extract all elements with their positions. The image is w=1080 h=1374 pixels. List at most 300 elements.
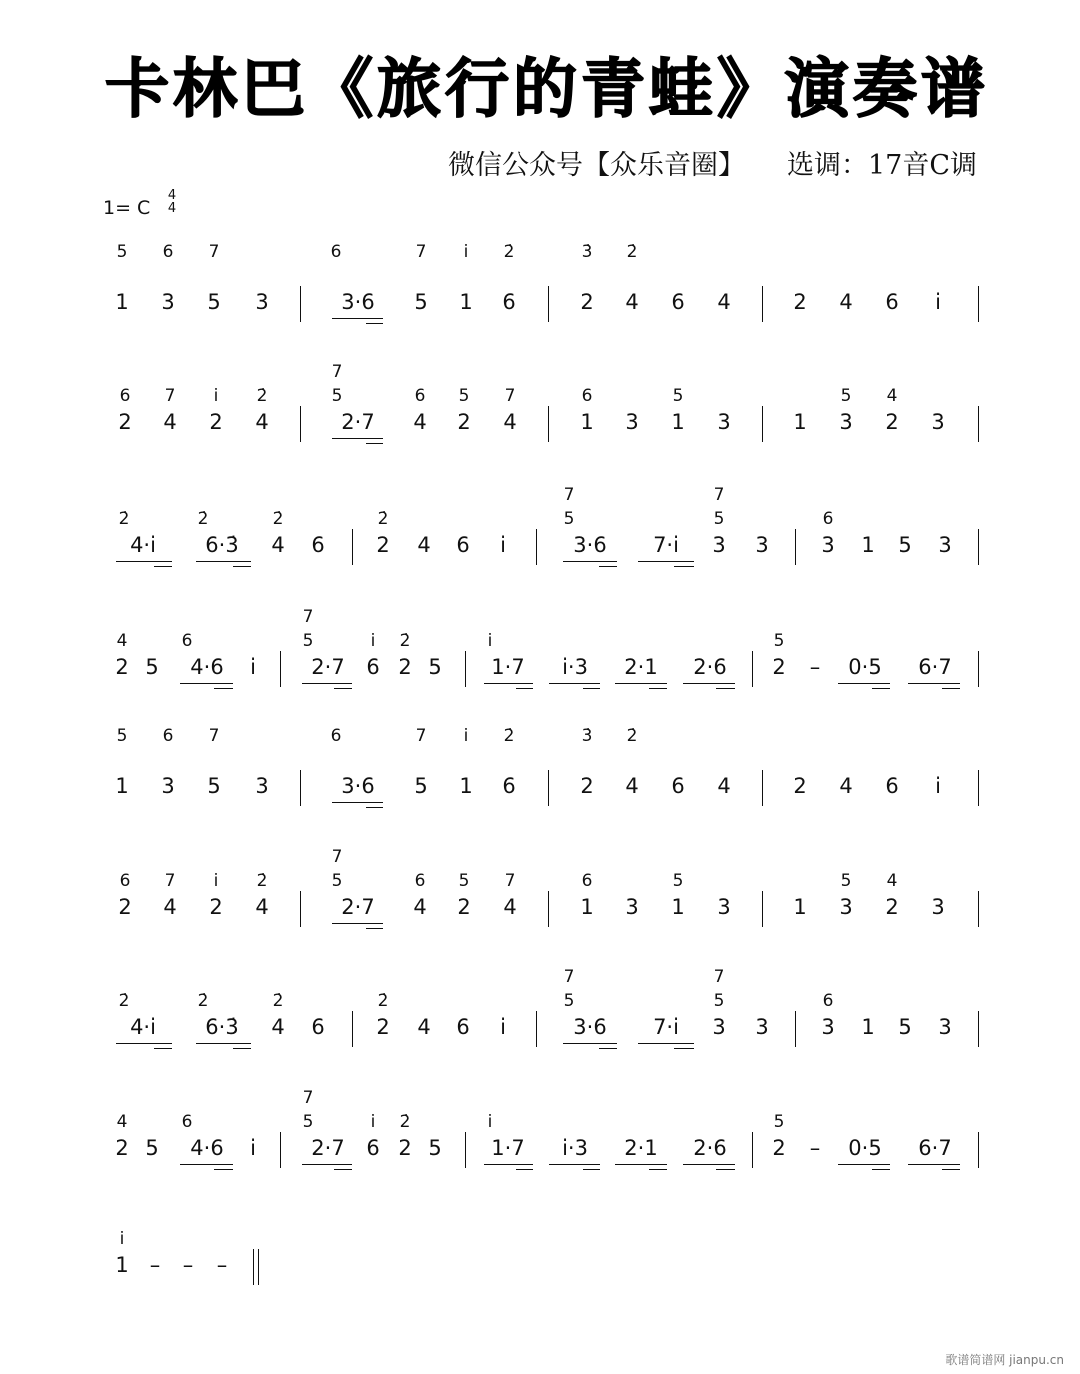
- upper-note: 6: [330, 242, 342, 262]
- lower-note: 6·3̇: [205, 533, 239, 557]
- lower-note: 6: [502, 290, 516, 314]
- beam-underline: [838, 1164, 890, 1165]
- barline: [762, 770, 763, 806]
- beam-underline: [332, 802, 383, 803]
- lower-note: 1: [861, 533, 875, 557]
- lower-note: 3: [938, 1015, 952, 1039]
- upper-note: 2̇: [377, 991, 389, 1011]
- lower-note: 2: [118, 410, 132, 434]
- beam-underline: [674, 1048, 694, 1049]
- lower-note: 4·6: [190, 655, 224, 679]
- lower-note: 2·6: [693, 1136, 727, 1160]
- lower-note: i·3: [562, 655, 588, 679]
- beam-underline: [583, 688, 600, 689]
- lower-note: 1: [671, 410, 685, 434]
- upper-note: 4: [886, 871, 898, 891]
- upper-note: 7: [331, 847, 343, 867]
- upper-note: 3̇: [581, 242, 593, 262]
- upper-note: 6: [119, 871, 131, 891]
- lower-note: 6: [366, 1136, 380, 1160]
- beam-underline: [599, 1048, 617, 1049]
- barline: [536, 529, 537, 565]
- barline: [548, 891, 549, 927]
- beam-underline: [196, 561, 251, 562]
- lower-note: 2: [580, 774, 594, 798]
- beam-underline: [638, 1043, 694, 1044]
- upper-note: 6: [414, 386, 426, 406]
- upper-note: 6: [181, 1112, 193, 1132]
- barline: [465, 1132, 466, 1168]
- beam-underline: [615, 1164, 667, 1165]
- lower-note: 2: [118, 895, 132, 919]
- lower-note: 6: [456, 1015, 470, 1039]
- watermark: 歌谱简谱网 jianpu.cn: [945, 1353, 1064, 1367]
- lower-note: 6: [671, 290, 685, 314]
- lower-note: 5: [207, 774, 221, 798]
- upper-note: 5: [116, 726, 128, 746]
- lower-note: 1: [115, 774, 129, 798]
- upper-note: 6: [330, 726, 342, 746]
- lower-note: –: [809, 1136, 821, 1160]
- beam-underline: [516, 1169, 533, 1170]
- lower-note: 4: [625, 290, 639, 314]
- lower-note: 2·1: [624, 655, 658, 679]
- upper-note: 7: [302, 1088, 314, 1108]
- beam-underline: [366, 443, 383, 444]
- lower-note: i: [250, 1136, 256, 1160]
- upper-note: 5: [458, 871, 470, 891]
- lower-note: 3: [255, 290, 269, 314]
- lower-note: 1: [793, 410, 807, 434]
- upper-note: 6: [581, 386, 593, 406]
- upper-note: 5: [773, 1112, 785, 1132]
- upper-note: 4: [886, 386, 898, 406]
- lower-note: 2: [457, 410, 471, 434]
- lower-note: 1: [459, 774, 473, 798]
- lower-note: 4: [503, 410, 517, 434]
- barline: [752, 651, 753, 687]
- barline: [465, 651, 466, 687]
- barline: [352, 1011, 353, 1047]
- upper-note: 6: [414, 871, 426, 891]
- beam-underline: [615, 683, 667, 684]
- upper-note: 7: [415, 726, 427, 746]
- lower-note: 4: [271, 533, 285, 557]
- beam-underline: [334, 688, 352, 689]
- beam-underline: [549, 1164, 600, 1165]
- lower-note: 2: [115, 1136, 129, 1160]
- lower-note: 0·5: [848, 655, 882, 679]
- score-row: [0, 475, 1080, 595]
- upper-note: 7: [208, 726, 220, 746]
- upper-note: 3̇: [581, 726, 593, 746]
- lower-note: 2·7: [311, 1136, 345, 1160]
- score-row: [0, 1195, 1080, 1315]
- score-row: [0, 352, 1080, 472]
- upper-note: 5: [713, 991, 725, 1011]
- beam-underline: [334, 1169, 352, 1170]
- beam-underline: [872, 1169, 890, 1170]
- upper-note: 5: [331, 871, 343, 891]
- upper-note: 5: [840, 871, 852, 891]
- lower-note: 4: [413, 410, 427, 434]
- key-signature: [103, 188, 177, 219]
- lower-note: 3: [821, 1015, 835, 1039]
- lower-note: 4: [717, 290, 731, 314]
- upper-note: 5: [331, 386, 343, 406]
- upper-note: 2̇: [626, 726, 638, 746]
- upper-note: 6: [822, 509, 834, 529]
- upper-note: 7: [504, 386, 516, 406]
- upper-note: 2̇: [272, 991, 284, 1011]
- upper-note: 5: [773, 631, 785, 651]
- beam-underline: [599, 566, 617, 567]
- upper-note: 7: [164, 871, 176, 891]
- lower-note: 4: [413, 895, 427, 919]
- lower-note: 4: [717, 774, 731, 798]
- lower-note: 4: [417, 1015, 431, 1039]
- lower-note: 3·6: [341, 774, 375, 798]
- lower-note: 6·7: [918, 1136, 952, 1160]
- lower-note: 3: [755, 1015, 769, 1039]
- lower-note: 2·7: [341, 895, 375, 919]
- lower-note: 2: [115, 655, 129, 679]
- lower-note: 3: [938, 533, 952, 557]
- beam-underline: [196, 1043, 251, 1044]
- lower-note: 3: [717, 410, 731, 434]
- lower-note: 2: [772, 1136, 786, 1160]
- lower-note: 4: [839, 290, 853, 314]
- lower-note: 6: [311, 533, 325, 557]
- lower-note: i: [935, 290, 941, 314]
- upper-note: 4: [116, 631, 128, 651]
- beam-underline: [549, 683, 600, 684]
- lower-note: 5: [898, 1015, 912, 1039]
- upper-note: i: [463, 726, 469, 746]
- barline: [300, 891, 301, 927]
- beam-underline: [302, 1164, 352, 1165]
- beam-underline: [649, 688, 667, 689]
- barline: [548, 406, 549, 442]
- lower-note: 5: [145, 655, 159, 679]
- barline: [762, 286, 763, 322]
- lower-note: 5: [207, 290, 221, 314]
- lower-note: 3: [255, 774, 269, 798]
- lower-note: 2: [209, 410, 223, 434]
- score-row: [0, 597, 1080, 717]
- beam-underline: [214, 1169, 233, 1170]
- lower-note: 3: [717, 895, 731, 919]
- barline: [795, 529, 796, 565]
- beam-underline: [302, 683, 352, 684]
- upper-note: 5: [563, 509, 575, 529]
- lower-note: i·3: [562, 1136, 588, 1160]
- upper-note: 6: [162, 242, 174, 262]
- upper-note: 5: [116, 242, 128, 262]
- upper-note: 7: [563, 485, 575, 505]
- beam-underline: [583, 1169, 600, 1170]
- lower-note: i: [935, 774, 941, 798]
- beam-underline: [233, 1048, 251, 1049]
- beam-underline: [154, 566, 172, 567]
- lower-note: 3: [931, 410, 945, 434]
- barline: [978, 770, 979, 806]
- lower-note: i: [250, 655, 256, 679]
- upper-note: 7: [713, 967, 725, 987]
- beam-underline: [674, 566, 694, 567]
- lower-note: 5: [428, 655, 442, 679]
- beam-underline: [716, 688, 735, 689]
- lower-note: 4·i: [130, 533, 156, 557]
- lower-note: –: [149, 1253, 161, 1277]
- barline: [978, 286, 979, 322]
- score-row: [0, 957, 1080, 1077]
- upper-note: 7: [713, 485, 725, 505]
- lower-note: 1: [793, 895, 807, 919]
- lower-note: 0·5: [848, 1136, 882, 1160]
- lower-note: 4: [255, 410, 269, 434]
- barline: [300, 770, 301, 806]
- lower-note: 3: [839, 410, 853, 434]
- lower-note: 1·7: [491, 1136, 525, 1160]
- lower-note: 2·7: [341, 410, 375, 434]
- beam-underline: [872, 688, 890, 689]
- lower-note: 5: [145, 1136, 159, 1160]
- beam-underline: [563, 561, 617, 562]
- upper-note: 6: [181, 631, 193, 651]
- lower-note: 2: [457, 895, 471, 919]
- lower-note: 1: [861, 1015, 875, 1039]
- beam-underline: [366, 323, 383, 324]
- lower-note: 4: [625, 774, 639, 798]
- upper-note: 2̇: [197, 509, 209, 529]
- score-row: [0, 232, 1080, 352]
- upper-note: 6: [581, 871, 593, 891]
- lower-note: 6: [366, 655, 380, 679]
- key-choice-label: 选调：17音C调: [787, 150, 978, 181]
- lower-note: 3: [712, 1015, 726, 1039]
- beam-underline: [154, 1048, 172, 1049]
- upper-note: i: [487, 1112, 493, 1132]
- beam-underline: [649, 1169, 667, 1170]
- lower-note: 2: [772, 655, 786, 679]
- barline: [300, 286, 301, 322]
- beam-underline: [116, 1043, 172, 1044]
- upper-note: 2̇: [503, 242, 515, 262]
- beam-underline: [484, 683, 533, 684]
- upper-note: 5: [563, 991, 575, 1011]
- upper-note: 6: [119, 386, 131, 406]
- beam-underline: [942, 688, 960, 689]
- upper-note: 5: [302, 631, 314, 651]
- beam-underline: [233, 566, 251, 567]
- lower-note: 1: [115, 1253, 129, 1277]
- upper-note: 2̇: [272, 509, 284, 529]
- lower-note: 3: [931, 895, 945, 919]
- upper-note: 2̇: [626, 242, 638, 262]
- lower-note: 3·6: [341, 290, 375, 314]
- source-label: 微信公众号【众乐音圈】: [448, 150, 745, 181]
- upper-note: 7: [331, 362, 343, 382]
- upper-note: 5: [713, 509, 725, 529]
- final-barline: [253, 1249, 259, 1285]
- lower-note: 4·6: [190, 1136, 224, 1160]
- barline: [762, 891, 763, 927]
- upper-note: i: [119, 1229, 125, 1249]
- lower-note: 6: [885, 774, 899, 798]
- beam-underline: [838, 683, 890, 684]
- lower-note: 1: [580, 895, 594, 919]
- lower-note: –: [182, 1253, 194, 1277]
- lower-note: 1: [671, 895, 685, 919]
- lower-note: 4: [255, 895, 269, 919]
- lower-note: 3: [161, 290, 175, 314]
- lower-note: 6: [885, 290, 899, 314]
- lower-note: 5: [898, 533, 912, 557]
- barline: [762, 406, 763, 442]
- lower-note: 6·3̇: [205, 1015, 239, 1039]
- barline: [978, 891, 979, 927]
- lower-note: i: [500, 533, 506, 557]
- score-row: [0, 1078, 1080, 1198]
- lower-note: 6: [311, 1015, 325, 1039]
- subtitle: [448, 143, 977, 182]
- score-row: [0, 716, 1080, 836]
- lower-note: 3: [712, 533, 726, 557]
- lower-note: 2·6: [693, 655, 727, 679]
- upper-note: i: [487, 631, 493, 651]
- lower-note: 3: [625, 895, 639, 919]
- score-row: [0, 837, 1080, 957]
- lower-note: 2: [209, 895, 223, 919]
- barline: [795, 1011, 796, 1047]
- upper-note: 2̇: [118, 509, 130, 529]
- lower-note: 7·i: [653, 1015, 679, 1039]
- beam-underline: [908, 1164, 960, 1165]
- beam-underline: [516, 688, 533, 689]
- lower-note: i: [500, 1015, 506, 1039]
- upper-note: 7: [302, 607, 314, 627]
- lower-note: 4: [163, 410, 177, 434]
- lower-note: 3: [625, 410, 639, 434]
- lower-note: 1: [115, 290, 129, 314]
- beam-underline: [180, 1164, 233, 1165]
- upper-note: 2̇: [503, 726, 515, 746]
- beam-underline: [180, 683, 233, 684]
- upper-note: i: [463, 242, 469, 262]
- barline: [978, 406, 979, 442]
- time-bottom: 4: [167, 201, 177, 216]
- beam-underline: [683, 683, 735, 684]
- barline: [978, 651, 979, 687]
- upper-note: 7: [164, 386, 176, 406]
- time-signature: [165, 189, 179, 215]
- lower-note: 3·6: [573, 533, 607, 557]
- barline: [752, 1132, 753, 1168]
- barline: [280, 1132, 281, 1168]
- barline: [978, 1011, 979, 1047]
- beam-underline: [716, 1169, 735, 1170]
- lower-note: 4: [271, 1015, 285, 1039]
- upper-note: 7: [415, 242, 427, 262]
- lower-note: 4: [163, 895, 177, 919]
- lower-note: 5: [414, 290, 428, 314]
- upper-note: 6: [822, 991, 834, 1011]
- lower-note: 3: [821, 533, 835, 557]
- upper-note: 2̇: [377, 509, 389, 529]
- barline: [548, 770, 549, 806]
- lower-note: 4: [417, 533, 431, 557]
- beam-underline: [366, 928, 383, 929]
- lower-note: –: [809, 655, 821, 679]
- lower-note: 2: [398, 655, 412, 679]
- lower-note: 2·1: [624, 1136, 658, 1160]
- lower-note: 5: [414, 774, 428, 798]
- beam-underline: [563, 1043, 617, 1044]
- upper-note: 2̇: [118, 991, 130, 1011]
- lower-note: –: [216, 1253, 228, 1277]
- lower-note: 2: [885, 895, 899, 919]
- lower-note: 3·6: [573, 1015, 607, 1039]
- beam-underline: [332, 318, 383, 319]
- beam-underline: [683, 1164, 735, 1165]
- upper-note: 7: [504, 871, 516, 891]
- barline: [352, 529, 353, 565]
- beam-underline: [214, 688, 233, 689]
- upper-note: 2̇: [399, 631, 411, 651]
- lower-note: 2: [793, 774, 807, 798]
- beam-underline: [484, 1164, 533, 1165]
- upper-note: 5: [302, 1112, 314, 1132]
- beam-underline: [638, 561, 694, 562]
- lower-note: 1·7: [491, 655, 525, 679]
- lower-note: 6·7: [918, 655, 952, 679]
- lower-note: 6: [502, 774, 516, 798]
- lower-note: 1: [580, 410, 594, 434]
- page-title: 卡林巴《旅行的青蛙》演奏谱: [105, 53, 989, 127]
- upper-note: 5: [840, 386, 852, 406]
- lower-note: 5: [428, 1136, 442, 1160]
- upper-note: i: [213, 871, 219, 891]
- barline: [300, 406, 301, 442]
- lower-note: 2: [376, 533, 390, 557]
- lower-note: 2: [398, 1136, 412, 1160]
- lower-note: 2: [580, 290, 594, 314]
- lower-note: 7·i: [653, 533, 679, 557]
- lower-note: 3: [755, 533, 769, 557]
- upper-note: i: [370, 1112, 376, 1132]
- time-top: 4: [167, 188, 177, 203]
- barline: [548, 286, 549, 322]
- barline: [978, 529, 979, 565]
- lower-note: 6: [456, 533, 470, 557]
- key-label: 1= C: [103, 197, 151, 219]
- upper-note: 5: [672, 871, 684, 891]
- upper-note: 2̇: [399, 1112, 411, 1132]
- beam-underline: [366, 807, 383, 808]
- upper-note: 5: [458, 386, 470, 406]
- upper-note: i: [213, 386, 219, 406]
- barline: [280, 651, 281, 687]
- barline: [978, 1132, 979, 1168]
- beam-underline: [116, 561, 172, 562]
- lower-note: 2·7: [311, 655, 345, 679]
- beam-underline: [908, 683, 960, 684]
- upper-note: 6: [162, 726, 174, 746]
- lower-note: 3: [161, 774, 175, 798]
- lower-note: 4: [839, 774, 853, 798]
- lower-note: 6: [671, 774, 685, 798]
